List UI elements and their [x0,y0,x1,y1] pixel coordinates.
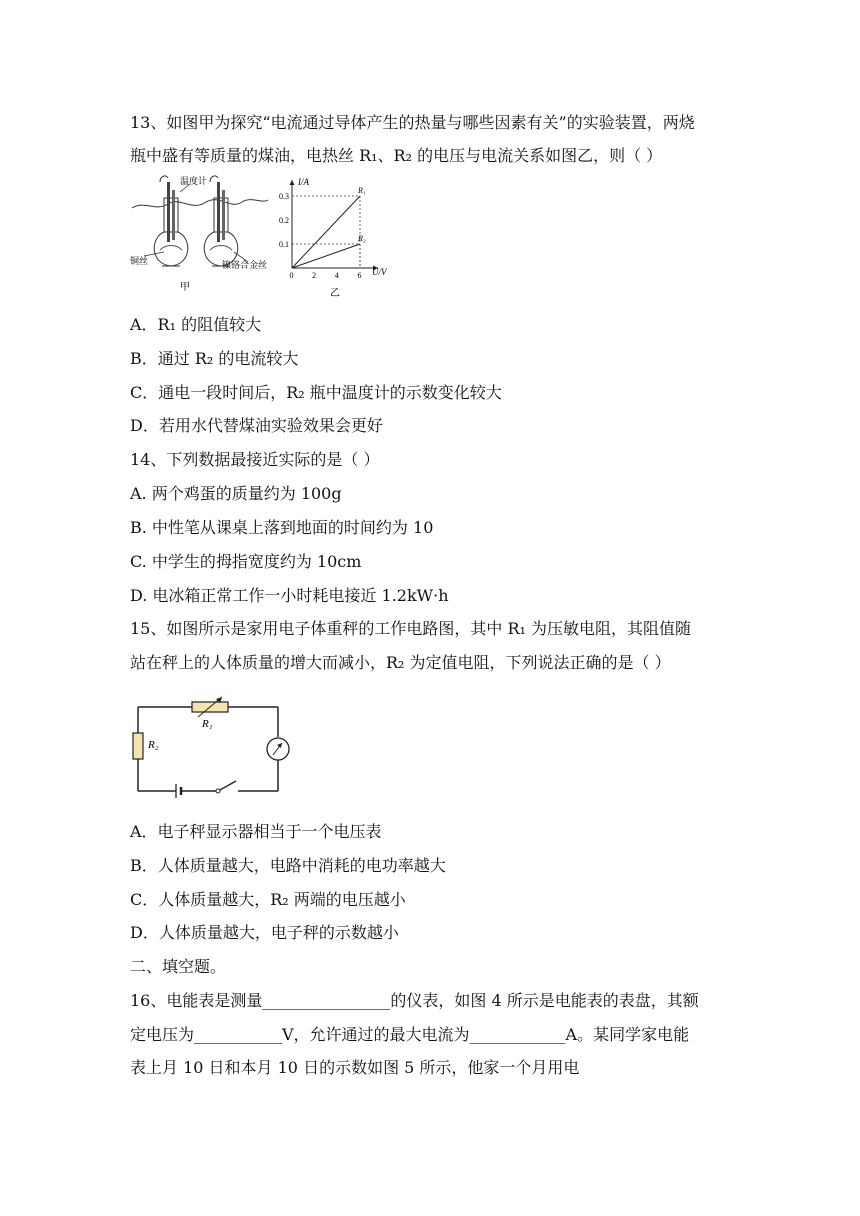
q13-option-d: D．若用水代替煤油实验效果会更好 [130,416,383,435]
series-label-2: R₂ [358,234,366,243]
figure-yi-caption: 乙 [330,288,340,299]
series-line-2 [292,244,360,268]
q15-circuit-diagram [130,695,290,805]
section2-title: 二、填空题。 [130,957,227,976]
q13-figure-jia [130,172,270,297]
x-tick-label: 4 [334,271,339,280]
q15-option-c: C．人体质量越大，R₂ 两端的电压越小 [130,890,406,909]
q16-line1: 16、电能表是测量________________的仪表，如图 4 所示是电能表的表盘，其额 [130,991,699,1010]
y-tick-label: 0.3 [279,192,289,201]
x-tick-label: 0 [289,271,294,280]
figure-jia-caption: 甲 [180,282,190,293]
q14-stem: 14、下列数据最接近实际的是（ ） [130,450,380,469]
q15-stem-line1: 15、如图所示是家用电子体重秤的工作电路图，其中 R₁ 为压敏电阻，其阻值随 [130,619,691,638]
q14-option-c: C. 中学生的拇指宽度约为 10cm [130,552,362,571]
series-line-1 [292,196,360,268]
copper-wire-label: 铜丝 [130,256,149,266]
nichrome-wire-label: 镍铬合金丝 [222,260,268,270]
x-tick-label: 2 [312,271,317,280]
q13-option-c: C．通电一段时间后，R₂ 瓶中温度计的示数变化较大 [130,383,502,402]
series-label-1: R₁ [358,186,366,195]
q15-option-a: A．电子秤显示器相当于一个电压表 [130,822,382,841]
q15-option-b: B．人体质量越大，电路中消耗的电功率越大 [130,856,446,875]
r2-resistor-icon [133,733,143,759]
q15-stem-line2: 站在秤上的人体质量的增大而减小，R₂ 为定值电阻，下列说法正确的是（ ） [130,653,671,672]
r2-label: R₂ [148,739,159,751]
q15-option-d: D．人体质量越大，电子秤的示数越小 [130,923,399,942]
thermometer-label: 温度计 [180,176,208,186]
y-axis-arrow [290,180,295,185]
y-tick-label: 0.1 [279,240,289,249]
q13-stem-line1: 13、如图甲为探究“电流通过导体产生的热量与哪些因素有关”的实验装置，两烧 [130,113,695,132]
chart-xlabel: U/V [372,267,387,277]
q16-line2: 定电压为___________V，允许通过的最大电流为____________A。某同学家电能 [130,1025,690,1044]
r1-label: R₁ [202,718,213,730]
q13-option-a: A．R₁ 的阻值较大 [130,315,262,334]
q14-option-b: B. 中性笔从课桌上落到地面的时间约为 10 [130,518,434,537]
x-tick-label: 6 [357,271,362,280]
q13-figure-yi [278,172,398,300]
q13-stem-line2: 瓶中盛有等质量的煤油，电热丝 R₁、R₂ 的电压与电流关系如图乙，则（ ） [130,146,663,165]
y-tick-label: 0.2 [279,216,289,225]
chart-ylabel: I/A [298,177,309,187]
battery-icon [176,784,181,798]
switch-icon [216,781,236,793]
q16-line3: 表上月 10 日和本月 10 日的示数如图 5 所示，他家一个月用电 [130,1058,580,1077]
q13-option-b: B．通过 R₂ 的电流较大 [130,349,299,368]
right-flask-icon [204,176,238,266]
q14-option-d: D. 电冰箱正常工作一小时耗电接近 1.2kW·h [130,586,449,605]
q14-option-a: A. 两个鸡蛋的质量约为 100g [130,484,342,503]
